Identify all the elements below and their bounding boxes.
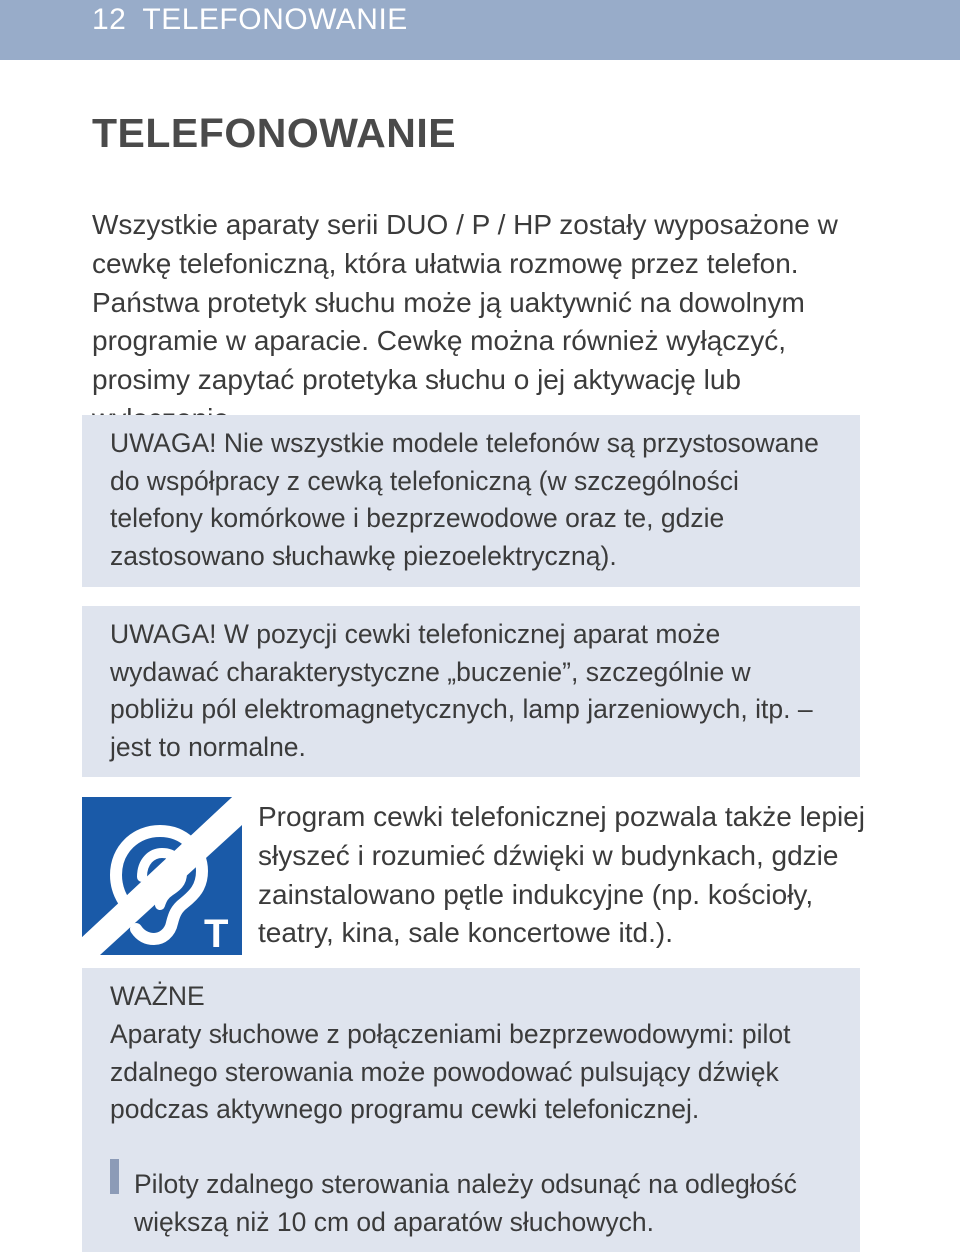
page-title: TELEFONOWANIE	[92, 110, 457, 156]
tip-text: Piloty zdalnego sterowania należy odsunąć na odległość większą niż 10 cm od aparatów słuchowych.	[134, 1169, 797, 1237]
warning-text: UWAGA! W pozycji cewki telefonicznej aparat może wydawać charakterystyczne „buczenie”, szczególnie w pobliżu pól elektromagnetycznych, lamp jarzeniowych, itp. – jest to normalne.	[110, 619, 813, 762]
section-name: TELEFONOWANIE	[142, 3, 408, 36]
loop-paragraph: Program cewki telefonicznej pozwala także lepiej słyszeć i rozumieć dźwięki w budynkach, gdzie zainstalowano pętle indukcyjne (np. kościoły, teatry, kina, sale koncertowe itd.).	[258, 801, 865, 949]
important-text: Aparaty słuchowe z połączeniami bezprzewodowymi: pilot zdalnego sterowania może powodować pulsujący dźwięk podczas aktywnego programu cewki telefonicznej.	[110, 1019, 791, 1124]
hearing-loop-icon	[82, 797, 242, 955]
page-number: 12	[92, 3, 127, 36]
warning-box-phones	[82, 415, 860, 587]
page-header	[0, 0, 960, 60]
warning-text: UWAGA! Nie wszystkie modele telefonów są przystosowane do współpracy z cewką telefoniczną (w szczególności telefony komórkowe i bezprzewodowe oraz te, gdzie zastosowano słuchawkę piezoelektryczną).	[110, 428, 819, 571]
intro-paragraph: Wszystkie aparaty serii DUO / P / HP zostały wyposażone w cewkę telefoniczną, która ułatwia rozmowę przez telefon. Państwa protetyk słuchu może ją uaktywnić na dowolnym programie w aparacie. Cewkę można również wyłączyć, prosimy zapytać protetyka słuchu o jej aktywację lub	[92, 209, 838, 396]
important-heading: WAŻNE	[110, 981, 205, 1011]
important-box	[82, 968, 860, 1252]
warning-box-buzzing	[82, 606, 860, 777]
header-text	[92, 2, 408, 38]
tip-marker	[110, 1159, 119, 1194]
t-letter: T	[204, 912, 229, 955]
hearing-loop-graphic	[82, 797, 242, 955]
